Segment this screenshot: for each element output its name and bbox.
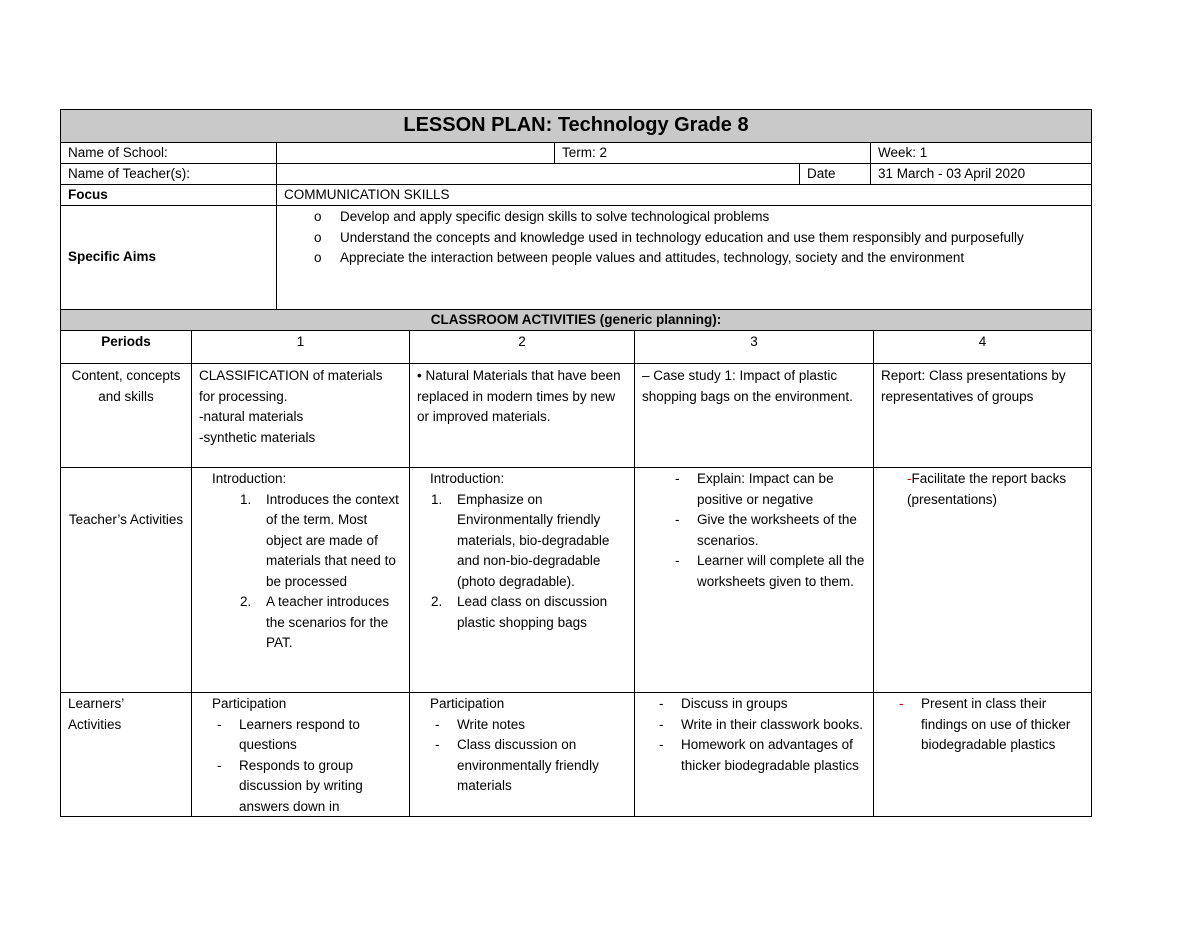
teacher-field[interactable] — [276, 164, 799, 184]
content-period-2: • Natural Materials that have been replaced in modern times by new or improved materials. — [409, 364, 634, 467]
list-item: - Class discussion on environmentally friendly materials — [457, 735, 625, 797]
term-label: Term: 2 — [554, 143, 870, 163]
learners-list — [212, 715, 402, 817]
date-label: Date — [799, 164, 870, 184]
date-value: 31 March - 03 April 2020 — [870, 164, 1091, 184]
content-period-1 — [191, 364, 409, 467]
content-row — [61, 363, 1091, 467]
learners-list — [881, 694, 1084, 756]
learners-list — [430, 715, 627, 797]
list-item: 1. Introduces the context of the term. Most object are made of materials that need to be processed — [240, 491, 399, 589]
teacher-activities-row — [61, 467, 1091, 692]
learners-activities-label: Learners’ Activities — [68, 696, 125, 732]
school-field[interactable] — [276, 143, 554, 163]
list-item: - Write notes — [457, 715, 625, 736]
aims-cell — [276, 206, 1091, 309]
teacher-period-4 — [873, 468, 1091, 692]
aims-list — [284, 207, 1084, 269]
list-item: 2. A teacher introduces the scenarios for the PAT. — [240, 594, 390, 650]
learners-period-4 — [873, 693, 1091, 816]
activities-heading-row — [61, 309, 1091, 330]
list-item: - Give the worksheets of the scenarios. — [697, 510, 866, 551]
dash-marker: - — [907, 471, 912, 486]
content-period-3: – Case study 1: Impact of plastic shopping bags on the environment. — [634, 364, 873, 467]
activities-heading: CLASSROOM ACTIVITIES (generic planning): — [430, 312, 722, 327]
teacher-intro: Introduction: — [212, 471, 287, 486]
list-item: - Explain: Impact can be positive or negative — [697, 469, 866, 510]
focus-row — [61, 184, 1091, 205]
learners-heading: Participation — [430, 696, 505, 711]
aim-item: o Develop and apply specific design skills to solve technological problems — [314, 207, 1084, 228]
aims-label: Specific Aims — [68, 249, 157, 265]
periods-row — [61, 330, 1091, 363]
list-item: 2. Lead class on discussion plastic shopping bags — [431, 594, 608, 630]
list-item: - Responds to group discussion by writing answers down in — [239, 756, 402, 817]
aim-item: o Appreciate the interaction between people values and attitudes, technology, society and the environment — [314, 248, 1084, 269]
list-item: 1. Emphasize on Environmentally friendly materials, bio-degradable and non-bio-degradable (photo degradable). — [431, 491, 610, 589]
period-4-header: 4 — [873, 331, 1091, 363]
periods-label: Periods — [101, 334, 151, 349]
aims-row — [61, 205, 1091, 309]
focus-value: COMMUNICATION SKILLS — [276, 185, 1091, 205]
title-row — [61, 110, 1091, 142]
school-label: Name of School: — [68, 145, 168, 160]
week-label: Week: 1 — [870, 143, 1091, 163]
lesson-plan-table — [60, 109, 1092, 817]
learners-activities-row — [61, 692, 1091, 816]
teacher-row — [61, 163, 1091, 184]
teacher-list — [642, 469, 866, 592]
aim-item: o Understand the concepts and knowledge used in technology education and use them responsibly and purposefully — [314, 228, 1084, 249]
teacher-label: Name of Teacher(s): — [68, 166, 191, 181]
list-item: - Write in their classwork books. — [681, 715, 866, 736]
list-item: - Discuss in groups — [681, 694, 866, 715]
learners-heading: Participation — [212, 696, 287, 711]
learners-period-3 — [634, 693, 873, 816]
teacher-period-2 — [409, 468, 634, 692]
period-1-header: 1 — [191, 331, 409, 363]
content-period-4: Report: Class presentations by representatives of groups — [873, 364, 1091, 467]
teacher-period-1 — [191, 468, 409, 692]
list-item: - Learner will complete all the worksheets given to them. — [697, 551, 866, 592]
list-item: - Present in class their findings on use of thicker biodegradable plastics — [921, 694, 1084, 756]
school-row — [61, 142, 1091, 163]
content-line: -synthetic materials — [199, 429, 316, 445]
focus-label: Focus — [68, 187, 108, 202]
teacher-list — [430, 490, 627, 634]
content-label: Content, concepts and skills — [71, 368, 181, 404]
learners-list — [642, 694, 866, 776]
period-2-header: 2 — [409, 331, 634, 363]
period-3-header: 3 — [634, 331, 873, 363]
teacher-intro: Introduction: — [430, 471, 505, 486]
list-item: - Homework on advantages of thicker biodegradable plastics — [681, 735, 866, 776]
teacher-activities-label: Teacher’s Activities — [68, 512, 184, 527]
teacher-period-3 — [634, 468, 873, 692]
learners-period-2 — [409, 693, 634, 816]
list-item: - Learners respond to questions — [239, 715, 402, 756]
teacher-text: Facilitate the report backs (presentations) — [907, 471, 1067, 507]
learners-period-1 — [191, 693, 409, 816]
content-line: -natural materials — [199, 409, 304, 424]
page-title: LESSON PLAN: Technology Grade 8 — [403, 114, 749, 136]
teacher-list — [212, 490, 402, 654]
content-line: CLASSIFICATION of materials for processing. — [199, 368, 383, 404]
